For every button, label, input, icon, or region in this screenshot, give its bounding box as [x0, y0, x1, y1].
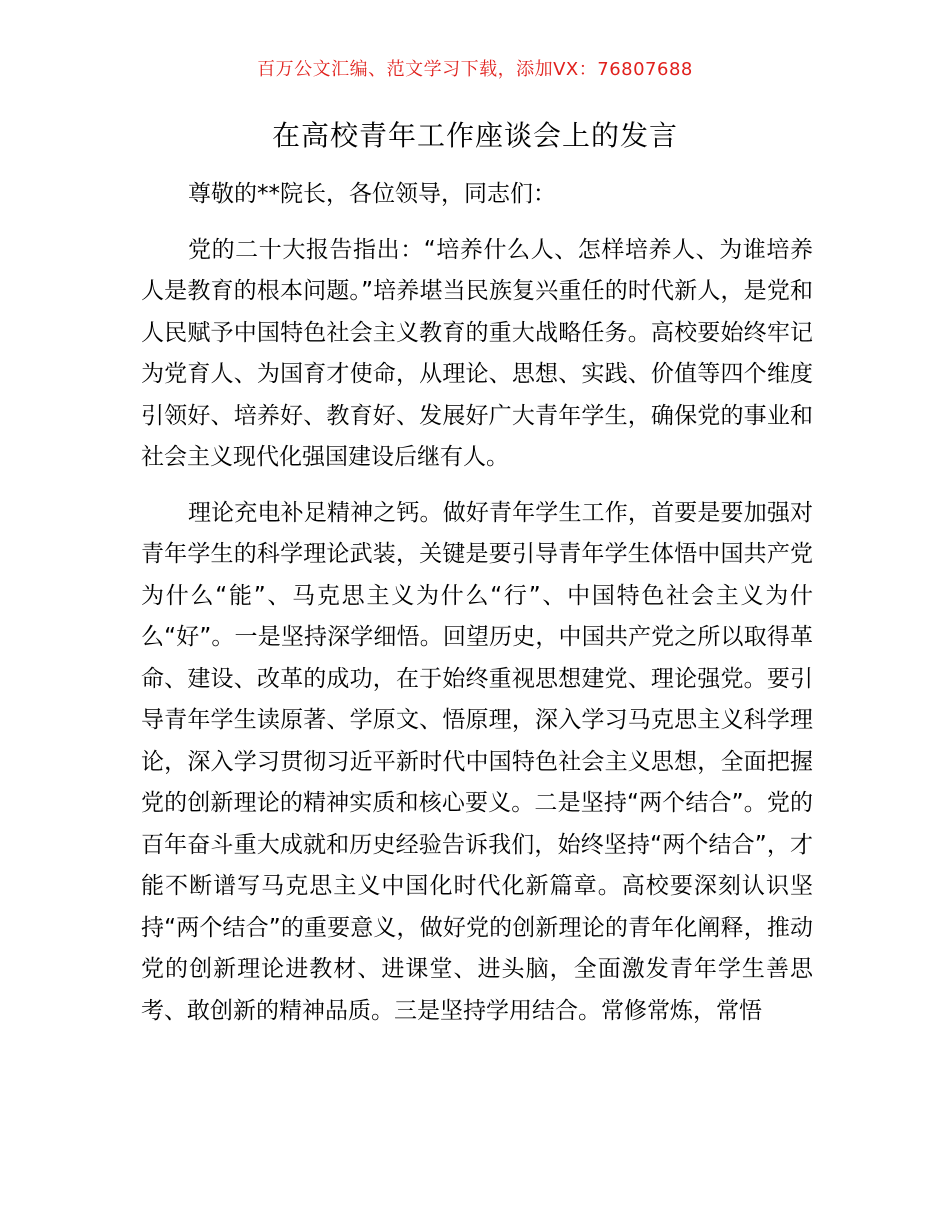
page-title: 在高校青年工作座谈会上的发言	[271, 119, 678, 152]
paragraph-theory: 理论充电补足精神之钙。做好青年学生工作，首要是要加强对青年学生的科学理论武装，关键是要引导青年学生体悟中国共产党为什么“能”、马克思主义为什么“行”、中国特色社会主义为什么“好”。一是坚持深学细悟。回望历史，中国共产党之所以取得革命、建设、改革的成功，在于始终重视思想建党、理论强党。要引导青年学生读原著、学原文、悟原理，深入学习马克思主义科学理论，深入学习贯彻习近平新时代中国特色社会主义思想，全面把握党的创新理论的精神实质和核心要义。二是坚持“两个结合”。党的百年奋斗重大成就和历史经验告诉我们，始终坚持“两个结合”，才能不断谱写马克思主义中国化时代化新篇章。高校要深刻认识坚持“两个结合”的重要意义，做好党的创新理论的青年化阐释，推动党的创新理论进教材、进课堂、进头脑，全面激发青年学生善思考、敢创新的精神品质。三是坚持学用结合。常修常炼，常悟	[141, 499, 813, 1024]
paragraph-intro: 党的二十大报告指出：“培养什么人、怎样培养人、为谁培养人是教育的根本问题。”培养堪当民族复兴重任的时代新人，是党和人民赋予中国特色社会主义教育的重大战略任务。高校要始终牢记为党育人、为国育才使命，从理论、思想、实践、价值等四个维度引领好、培养好、教育好、发展好广大青年学生，确保党的事业和社会主义现代化强国建设后继有人。	[141, 236, 813, 470]
salutation: 尊敬的**院长，各位领导，同志们：	[188, 181, 556, 207]
document-body	[141, 174, 813, 1032]
watermark-banner: 百万公文汇编、范文学习下载，添加VX：76807688	[257, 59, 693, 80]
